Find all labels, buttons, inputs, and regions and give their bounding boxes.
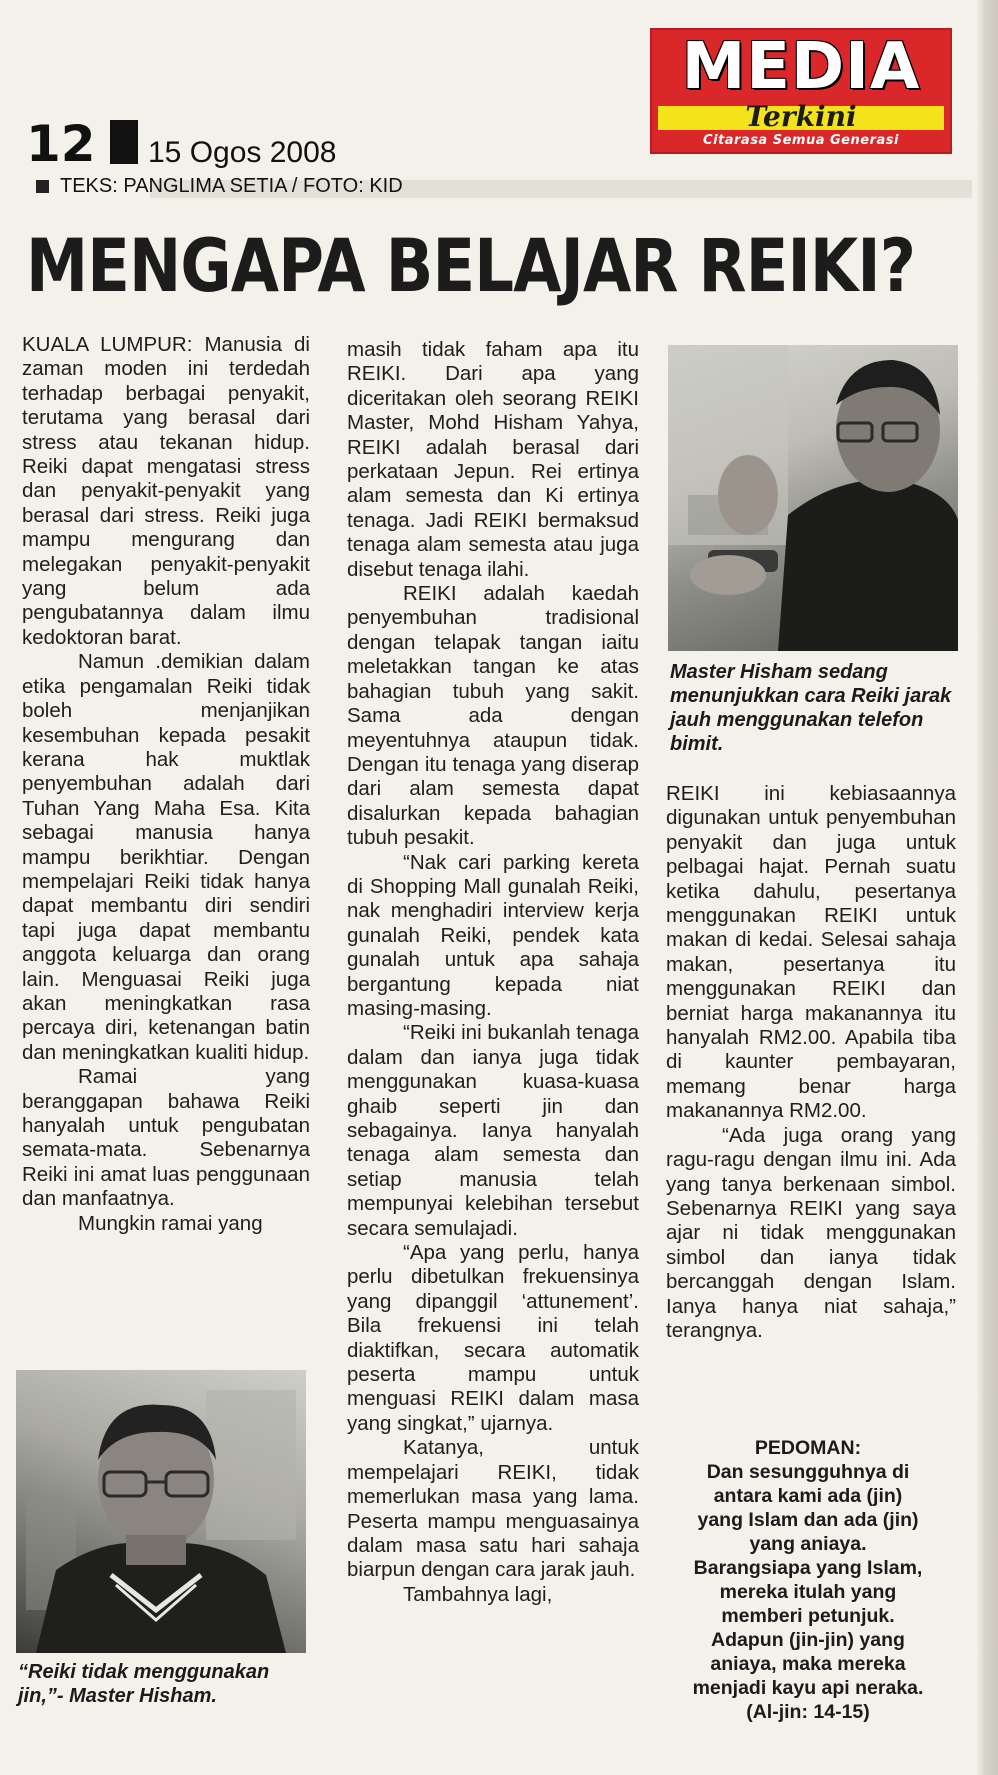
paragraph: “Ada juga orang yang ragu-ragu dengan ilmu ini. Ada yang tanya berkenaan simbol. Sebenarnya REIKI yang saya ajar ni tidak menggunakan simbol dan ianya tidak bercanggah dengan Islam. Ianya hanya niat sahaja,” terangnya. [666, 1123, 956, 1342]
logo-brand: MEDIA [681, 30, 921, 104]
pedoman-line: menjadi kayu api neraka. [692, 1677, 924, 1699]
credits-bullet [36, 180, 49, 193]
pedoman-line: (Al-jin: 14-15) [746, 1701, 870, 1723]
photo-caption-1: Master Hisham sedang menunjukkan cara Reiki jarak jauh menggunakan telefon bimit. [670, 661, 952, 755]
pedoman-line: Adapun (jin-jin) yang [711, 1629, 905, 1651]
photo-master-hisham-portrait [16, 1370, 306, 1653]
paragraph: KUALA LUMPUR: Manusia di zaman moden ini terdedah terhadap berbagai penyakit, terutama yang berasal dari stress atau tekanan hidup. Reiki dapat mengatasi stress dan penyakit-penyakit yang berasal dari stress. Reiki juga mampu mengurang dan melegakan penyakit-penyakit yang belum ada pengubatannya dalam ilmu kedoktoran barat. [22, 333, 310, 649]
page-date: 15 Ogos 2008 [148, 136, 337, 169]
paragraph: Mungkin ramai yang [78, 1211, 263, 1235]
pedoman-line: Dan sesungguhnya di [706, 1461, 910, 1483]
paragraph: “Reiki ini bukanlah tenaga dalam dan ianya juga tidak menggunakan kuasa-kuasa ghaib seperti jin dan sebagainya. Ianya hanyalah tenaga alam semesta dan setiap manusia telah mempunyai kelebihan tersebut secara semulajadi. [347, 1021, 639, 1240]
pedoman-line: aniaya, maka mereka [710, 1653, 906, 1675]
paragraph: Ramai yang beranggapan bahawa Reiki hanyalah untuk pengubatan semata-mata. Sebenarnya Reiki ini amat luas penggunaan dan manfaatnya. [22, 1065, 310, 1211]
article-column-3 [666, 782, 956, 1343]
paragraph: masih tidak faham apa itu REIKI. Dari apa yang diceritakan oleh seorang REIKI Master, Mohd Hisham Yahya, REIKI adalah berasal dari perkataan Jepun. Rei ertinya alam semesta dan Ki ertinya tenaga. Jadi REIKI bermaksud tenaga alam semesta atau juga disebut tenaga ilahi. [347, 338, 639, 581]
pedoman-box [656, 1436, 960, 1724]
paragraph: Tambahnya lagi, [403, 1582, 553, 1606]
page-number-block [110, 120, 138, 164]
credits-line: TEKS: PANGLIMA SETIA / FOTO: KID [60, 175, 403, 197]
logo-sub-brand: Terkini [745, 100, 857, 133]
paragraph: “Nak cari parking kereta di Shopping Mall gunalah Reiki, nak menghadiri interview kerja gunalah Reiki, pendek kata gunalah untuk apa sahaja bergantung kepada niat masing-masing. [347, 850, 639, 1020]
paragraph: REIKI ini kebiasaannya digunakan untuk penyembuhan penyakit dan juga untuk pelbagai hajat. Pernah suatu ketika dahulu, pesertanya menggunakan REIKI untuk makan di kedai. Selesai sahaja makan, pesertanya itu menggunakan REIKI dan berniat harga makanannya itu hanyalah RM2.00. Apabila tiba di kaunter pembayaran, memang benar harga makanannya RM2.00. [666, 782, 956, 1123]
article-column-2 [347, 338, 639, 1607]
media-terkini-logo [650, 28, 952, 154]
photo-caption-2: “Reiki tidak menggunakan jin,”- Master Hisham. [18, 1661, 270, 1707]
pedoman-title: PEDOMAN: [754, 1437, 862, 1459]
paragraph: REIKI adalah kaedah penyembuhan tradisional dengan telapak tangan iaitu meletakkan tangan ke atas bahagian tubuh yang sakit. Sama ada dengan meyentuhnya ataupun tidak. Dengan itu tenaga yang diserap dari alam semesta dapat disalurkan kepada bahagian tubuh pesakit. [347, 582, 639, 850]
page-edge-shadow [976, 0, 998, 1775]
photo-master-hisham-phone [668, 345, 958, 651]
pedoman-line: antara kami ada (jin) [713, 1485, 903, 1507]
pedoman-line: yang aniaya. [749, 1533, 867, 1555]
article-headline: MENGAPA BELAJAR REIKI? [26, 224, 916, 309]
pedoman-line: Barangsiapa yang Islam, [693, 1557, 923, 1579]
pedoman-line: memberi petunjuk. [721, 1605, 895, 1627]
portrait-illustration [16, 1370, 306, 1653]
page-number: 12 [26, 115, 96, 173]
pedoman-line: mereka itulah yang [719, 1581, 897, 1603]
pedoman-line: yang Islam dan ada (jin) [697, 1509, 919, 1531]
phone-demo-illustration [668, 345, 958, 651]
logo-tagline: Citarasa Semua Generasi [703, 133, 899, 148]
article-column-1 [22, 333, 310, 1236]
paragraph: “Apa yang perlu, hanya perlu dibetulkan frekuensinya yang dipanggil ‘attunement’. Bila frekuensi ini telah diaktifkan, secara automatik peserta mampu untuk menguasi REIKI dalam masa yang singkat,” ujarnya. [347, 1241, 639, 1435]
paragraph: Namun .demikian dalam etika pengamalan Reiki tidak boleh menjanjikan kesembuhan kepada pesakit kerana hak muktlak penyembuhan adalah dari Tuhan Yang Maha Esa. Kita sebagai manusia hanya mampu berikhtiar. Dengan mempelajari Reiki tidak hanya dapat membantu diri sendiri tapi juga dapat membantu anggota keluarga dan orang lain. Menguasai Reiki juga akan meningkatkan rasa percaya diri, ketenangan batin dan meningkatkan kualiti hidup. [22, 650, 310, 1064]
paragraph: Katanya, untuk mempelajari REIKI, tidak memerlukan masa yang lama. Peserta mampu menguasainya dalam masa satu hari sahaja biarpun dengan cara jarak jauh. [347, 1436, 639, 1582]
